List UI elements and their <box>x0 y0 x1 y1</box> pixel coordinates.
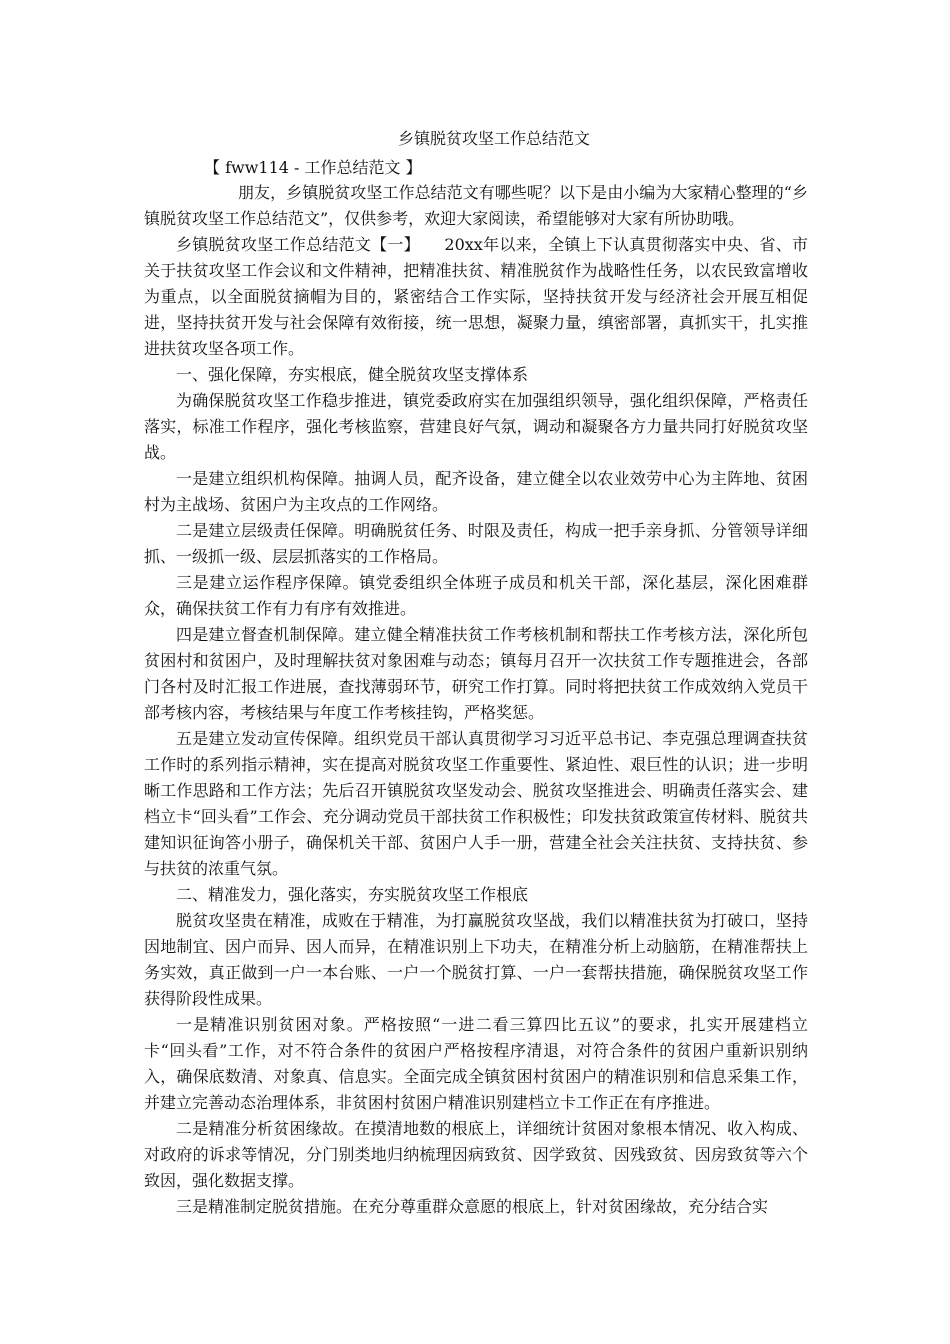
body-paragraph: 二是精准分析贫困缘故。在摸清地数的根底上，详细统计贫困对象根本情况、收入构成、对政府的诉求等情况，分门别类地归纳梳理因病致贫、因学致贫、因残致贫、因房致贫等六个致因，强化数据支撑。 <box>144 1119 808 1190</box>
body-paragraph: 五是建立发动宣传保障。组织党员干部认真贯彻学习习近平总书记、李克强总理调查扶贫工作时的系列指示精神，实在提高对脱贫攻坚工作重要性、紧迫性、艰巨性的认识；进一步明晰工作思路和工作方法；先后召开镇脱贫攻坚发动会、脱贫攻坚推进会、明确责任落实会、建档立卡“回头看”工作会、充分调动党员干部扶贫工作积极性；印发扶贫政策宣传材料、脱贫共建知识征询答小册子，确保机关干部、贫困户人手一册，营建全社会关注扶贫、支持扶贫、参与扶贫的浓重气氛。 <box>144 729 808 878</box>
body-paragraph: 脱贫攻坚贵在精准，成败在于精准，为打赢脱贫攻坚战，我们以精准扶贫为打破口，坚持因地制宜、因户而异、因人而异，在精准识别上下功夫，在精准分析上动脑筋，在精准帮扶上务实效，真正做到一户一本台账、一户一个脱贫打算、一户一套帮扶措施，确保脱贫攻坚工作获得阶段性成果。 <box>144 911 808 1008</box>
body-paragraph: 一是建立组织机构保障。抽调人员，配齐设备，建立健全以农业效劳中心为主阵地、贫困村为主战场、贫困户为主攻点的工作网络。 <box>144 469 808 514</box>
document-title: 乡镇脱贫攻坚工作总结范文 <box>397 129 590 148</box>
body-paragraph: 三是精准制定脱贫措施。在充分尊重群众意愿的根底上，针对贫困缘故，充分结合实 <box>176 1197 769 1216</box>
document-page <box>144 122 808 1220</box>
body-paragraph: 一是精准识别贫困对象。严格按照“一进二看三算四比五议”的要求，扎实开展建档立卡“回头看”工作，对不符合条件的贫困户严格按程序清退，对符合条件的贫困户重新识别纳入，确保底数清、对象真、信息实。全面完成全镇贫困村贫困户的精准识别和信息采集工作，并建立完善动态治理体系，非贫困村贫困户精准识别建档立卡工作正在有序推进。 <box>144 1015 808 1112</box>
body-paragraph: 四是建立督查机制保障。建立健全精准扶贫工作考核机制和帮扶工作考核方法，深化所包贫困村和贫困户，及时理解扶贫对象困难与动态；镇每月召开一次扶贫工作专题推进会，各部门各村及时汇报工作进展，查找薄弱环节，研究工作打算。同时将把扶贫工作成效纳入党员干部考核内容，考核结果与年度工作考核挂钩，严格奖惩。 <box>144 625 808 722</box>
intro-paragraph: 朋友，乡镇脱贫攻坚工作总结范文有哪些呢？以下是由小编为大家精心整理的“乡镇脱贫攻坚工作总结范文”，仅供参考，欢迎大家阅读，希望能够对大家有所协助哦。 <box>144 183 808 228</box>
body-paragraph: 二是建立层级责任保障。明确脱贫任务、时限及责任，构成一把手亲身抓、分管领导详细抓、一级抓一级、层层抓落实的工作格局。 <box>144 521 808 566</box>
section-heading: 二、精准发力，强化落实，夯实脱贫攻坚工作根底 <box>176 885 529 904</box>
body-paragraph: 为确保脱贫攻坚工作稳步推进，镇党委政府实在加强组织领导，强化组织保障，严格责任落实，标准工作程序，强化考核监察，营建良好气氛，调动和凝聚各方力量共同打好脱贫攻坚战。 <box>144 391 808 462</box>
body-paragraph: 三是建立运作程序保障。镇党委组织全体班子成员和机关干部，深化基层，深化困难群众，确保扶贫工作有力有序有效推进。 <box>144 573 808 618</box>
body-paragraph: 乡镇脱贫攻坚工作总结范文【一】 20xx年以来，全镇上下认真贯彻落实中央、省、市关于扶贫攻坚工作会议和文件精神，把精准扶贫、精准脱贫作为战略性任务，以农民致富增收为重点，以全面脱贫摘帽为目的，紧密结合工作实际，坚持扶贫开发与经济社会开展互相促进，坚持扶贫开发与社会保障有效衔接，统一思想，凝聚力量，缜密部署，真抓实干，扎实推进扶贫攻坚各项工作。 <box>144 235 808 358</box>
section-heading: 一、强化保障，夯实根底，健全脱贫攻坚支撑体系 <box>176 365 529 384</box>
source-line: 【 fww114 - 工作总结范文 】 <box>204 158 422 177</box>
